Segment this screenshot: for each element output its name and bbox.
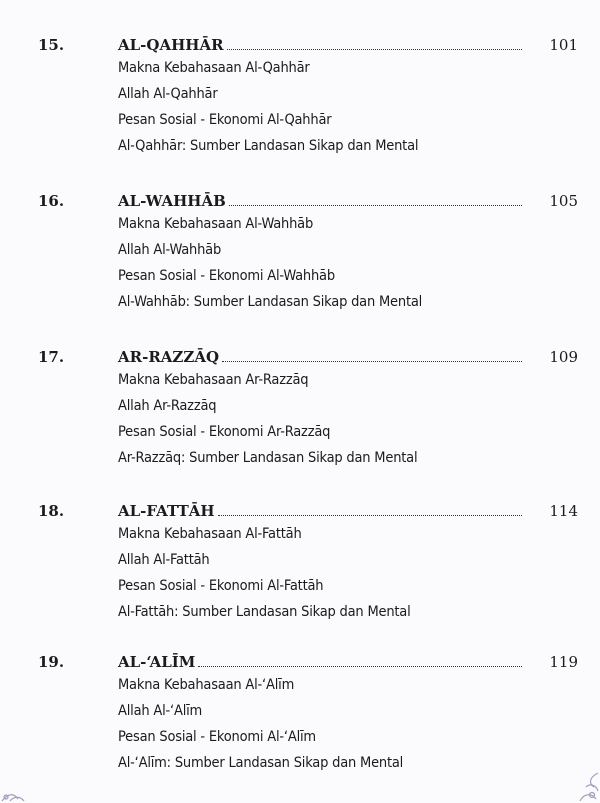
subentry[interactable]: Allah Al-‘Alīm bbox=[118, 703, 203, 719]
entry-heading[interactable] bbox=[118, 34, 522, 56]
entry-heading[interactable] bbox=[118, 190, 522, 212]
entry-title: AL-‘ALĪM bbox=[118, 653, 196, 671]
subentry[interactable]: Allah Al-Fattāh bbox=[118, 552, 210, 568]
entry-page-number: 119 bbox=[549, 653, 578, 671]
entry-title: AL-FATTĀH bbox=[118, 502, 215, 520]
entry-title: AL-WAHHĀB bbox=[118, 192, 226, 210]
subentry[interactable]: Ar-Razzāq: Sumber Landasan Sikap dan Mental bbox=[118, 450, 418, 466]
entry-number: 16. bbox=[38, 192, 65, 210]
subentry[interactable]: Makna Kebahasaan Ar-Razzāq bbox=[118, 372, 309, 388]
entry-number: 17. bbox=[38, 348, 65, 366]
entry-title: AR-RAZZĀQ bbox=[118, 348, 220, 366]
entry-page-number: 109 bbox=[549, 348, 578, 366]
subentry[interactable]: Al-Wahhāb: Sumber Landasan Sikap dan Mental bbox=[118, 294, 423, 310]
entry-page-number: 114 bbox=[549, 502, 578, 520]
dot-leader bbox=[229, 205, 522, 206]
subentry[interactable]: Pesan Sosial - Ekonomi Al-Fattāh bbox=[118, 578, 324, 594]
subentry[interactable]: Al-Fattāh: Sumber Landasan Sikap dan Mental bbox=[118, 604, 411, 620]
subentry[interactable]: Pesan Sosial - Ekonomi Ar-Razzāq bbox=[118, 424, 331, 440]
entry-heading[interactable] bbox=[118, 346, 522, 368]
entry-heading[interactable] bbox=[118, 500, 522, 522]
entry-page-number: 105 bbox=[549, 192, 578, 210]
subentry[interactable]: Makna Kebahasaan Al-Wahhāb bbox=[118, 216, 314, 232]
entry-title: AL-QAHHĀR bbox=[118, 36, 224, 54]
entry-number: 19. bbox=[38, 653, 65, 671]
subentry[interactable]: Pesan Sosial - Ekonomi Al-Wahhāb bbox=[118, 268, 335, 284]
dot-leader bbox=[227, 49, 522, 50]
subentry[interactable]: Al-Qahhār: Sumber Landasan Sikap dan Mental bbox=[118, 138, 419, 154]
subentry[interactable]: Allah Al-Qahhār bbox=[118, 86, 218, 102]
subentry[interactable]: Allah Al-Wahhāb bbox=[118, 242, 222, 258]
dot-leader bbox=[218, 515, 522, 516]
floral-ornament-icon bbox=[0, 763, 60, 803]
entry-page-number: 101 bbox=[549, 36, 578, 54]
subentry[interactable]: Pesan Sosial - Ekonomi Al-‘Alīm bbox=[118, 729, 316, 745]
entry-number: 15. bbox=[38, 36, 65, 54]
subentry[interactable]: Makna Kebahasaan Al-‘Alīm bbox=[118, 677, 295, 693]
subentry[interactable]: Al-‘Alīm: Sumber Landasan Sikap dan Mental bbox=[118, 755, 404, 771]
subentry[interactable]: Pesan Sosial - Ekonomi Al-Qahhār bbox=[118, 112, 332, 128]
entry-heading[interactable] bbox=[118, 651, 522, 673]
subentry[interactable]: Makna Kebahasaan Al-Fattāh bbox=[118, 526, 302, 542]
subentry[interactable]: Makna Kebahasaan Al-Qahhār bbox=[118, 60, 310, 76]
dot-leader bbox=[198, 666, 522, 667]
subentry[interactable]: Allah Ar-Razzāq bbox=[118, 398, 217, 414]
entry-number: 18. bbox=[38, 502, 65, 520]
dot-leader bbox=[222, 361, 522, 362]
floral-ornament-icon bbox=[540, 763, 600, 803]
